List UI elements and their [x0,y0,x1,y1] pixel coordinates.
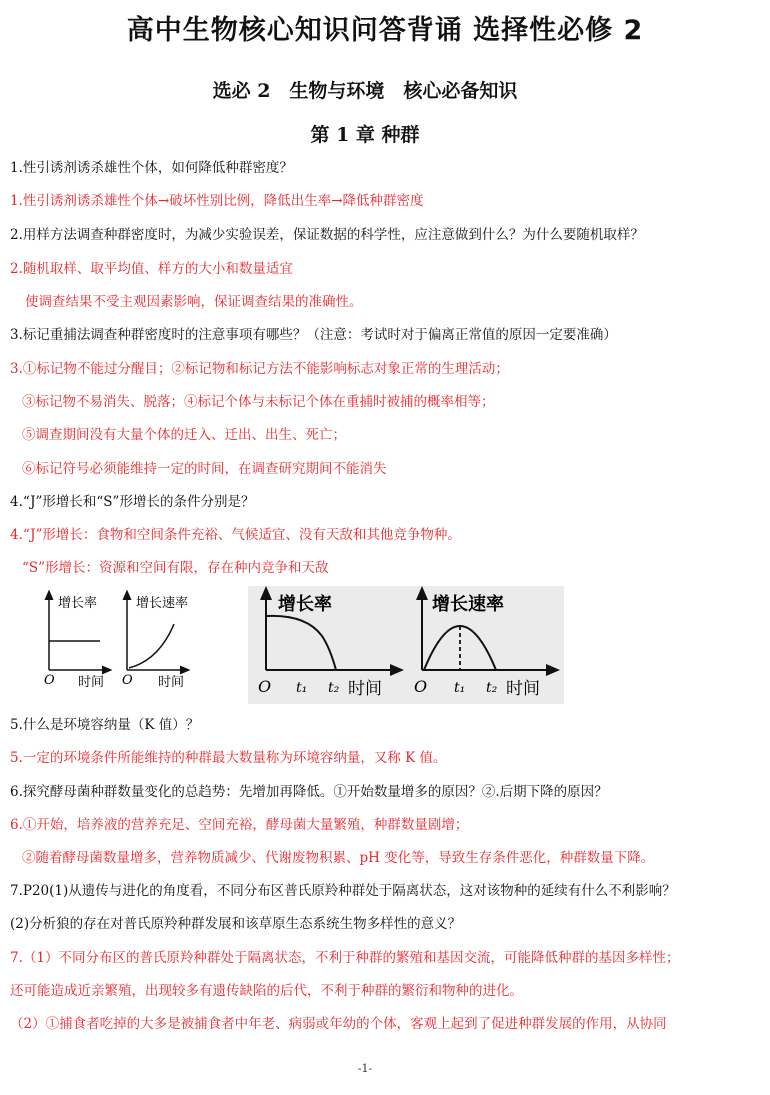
page-title: 高中生物核心知识问答背诵 选择性必修 2 [126,15,644,46]
graph2-label: 增长速率 [136,596,189,611]
answer-2: 2.随机取样、取平均值、样方的大小和数量适宜 [10,261,293,277]
j-curve-growth-rate-graph [44,594,108,690]
question-7-part-2: (2)分析狼的存在对普氏原羚种群发展和该草原生态系统生物多样性的意义？ [10,916,462,932]
graph3-time: 时间 [348,679,382,699]
answer-3-cont-1: ③标记物不易消失、脱落；④标记个体与未标记个体在重捕时被捕的概率相等； [22,394,495,410]
chapter-heading: 第 1 章 种群 [310,124,420,146]
growth-curve-figures [34,586,564,704]
graph3-origin: O [258,677,272,696]
answer-2-cont: 使调查结果不受主观因素影响，保证调查结果的准确性。 [25,294,363,310]
answer-3-cont-2: ⑤调查期间没有大量个体的迁入、迁出、出生、死亡； [22,427,346,443]
question-7: 7.P20(1)从遗传与进化的角度看，不同分布区普氏原羚种群处于隔离状态，这对该物种的延续有什么不利影响？ [10,883,676,899]
graph2-origin: O [122,673,133,688]
answer-4: 4.“J”形增长：食物和空间条件充裕、气候适宜、没有天敌和其他竞争物种。 [10,527,461,543]
graph2-time: 时间 [158,675,185,690]
answer-4-cont: “S”形增长：资源和空间有限，存在种内竞争和天敌 [22,560,329,576]
graph1-time: 时间 [78,675,105,690]
section-subtitle: 选必 2 生物与环境 核心必备知识 [212,80,518,102]
j-curve-growth-speed-graph [122,594,188,690]
question-2: 2.用样方法调查种群密度时，为减少实验误差，保证数据的科学性，应注意做到什么？为什么要随机取样？ [10,227,644,243]
graph3-label: 增长率 [278,594,332,615]
answer-7-part-2: （2）①捕食者吃掉的大多是被捕食者中年老、病弱或年幼的个体，客观上起到了促进种群发展的作用，从协同 [10,1016,667,1032]
answer-6-cont: ②随着酵母菌数量增多，营养物质减少、代谢废物积累、pH 变化等，导致生存条件恶化，种群数量下降。 [22,850,655,866]
answer-5: 5.一定的环境条件所能维持的种群最大数量称为环境容纳量，又称 K 值。 [10,750,447,766]
graph4-t2: t₂ [486,680,498,696]
graph1-label: 增长率 [58,596,98,611]
answer-3-cont-3: ⑥标记符号必须能维持一定的时间，在调查研究期间不能消失 [22,461,387,477]
question-3: 3.标记重捕法调查种群密度时的注意事项有哪些？（注意：考试时对于偏离正常值的原因一定要准确） [10,327,617,343]
graph3-t2: t₂ [328,680,340,696]
question-5: 5.什么是环境容纳量（K 值）？ [10,717,200,733]
answer-3: 3.①标记物不能过分醒目；②标记物和标记方法不能影响标志对象正常的生理活动； [10,361,509,377]
question-6: 6.探究酵母菌种群数量变化的总趋势：先增加再降低。①开始数量增多的原因？②.后期下降的原因？ [10,784,608,800]
graph4-origin: O [414,677,428,696]
page-number: -1- [357,1062,373,1075]
question-4: 4.“J”形增长和“S”形增长的条件分别是？ [10,494,255,510]
graph4-t1: t₁ [454,680,466,696]
answer-6: 6.①开始，培养液的营养充足、空间充裕，酵母菌大量繁殖，种群数量剧增； [10,817,469,833]
question-1: 1.性引诱剂诱杀雄性个体，如何降低种群密度？ [10,160,293,176]
answer-7: 7.（1）不同分布区的普氏原羚种群处于隔离状态，不利于种群的繁殖和基因交流，可能降低种群的基因多样性； [10,950,680,966]
graph4-label: 增长速率 [432,594,504,615]
graph3-t1: t₁ [296,680,308,696]
answer-1: 1.性引诱剂诱杀雄性个体→破坏性别比例，降低出生率→降低种群密度 [10,193,424,209]
graph4-time: 时间 [506,679,540,699]
answer-7-cont: 还可能造成近亲繁殖，出现较多有遗传缺陷的后代，不利于种群的繁衍和物种的进化。 [10,983,523,999]
graph1-origin: O [44,673,55,688]
